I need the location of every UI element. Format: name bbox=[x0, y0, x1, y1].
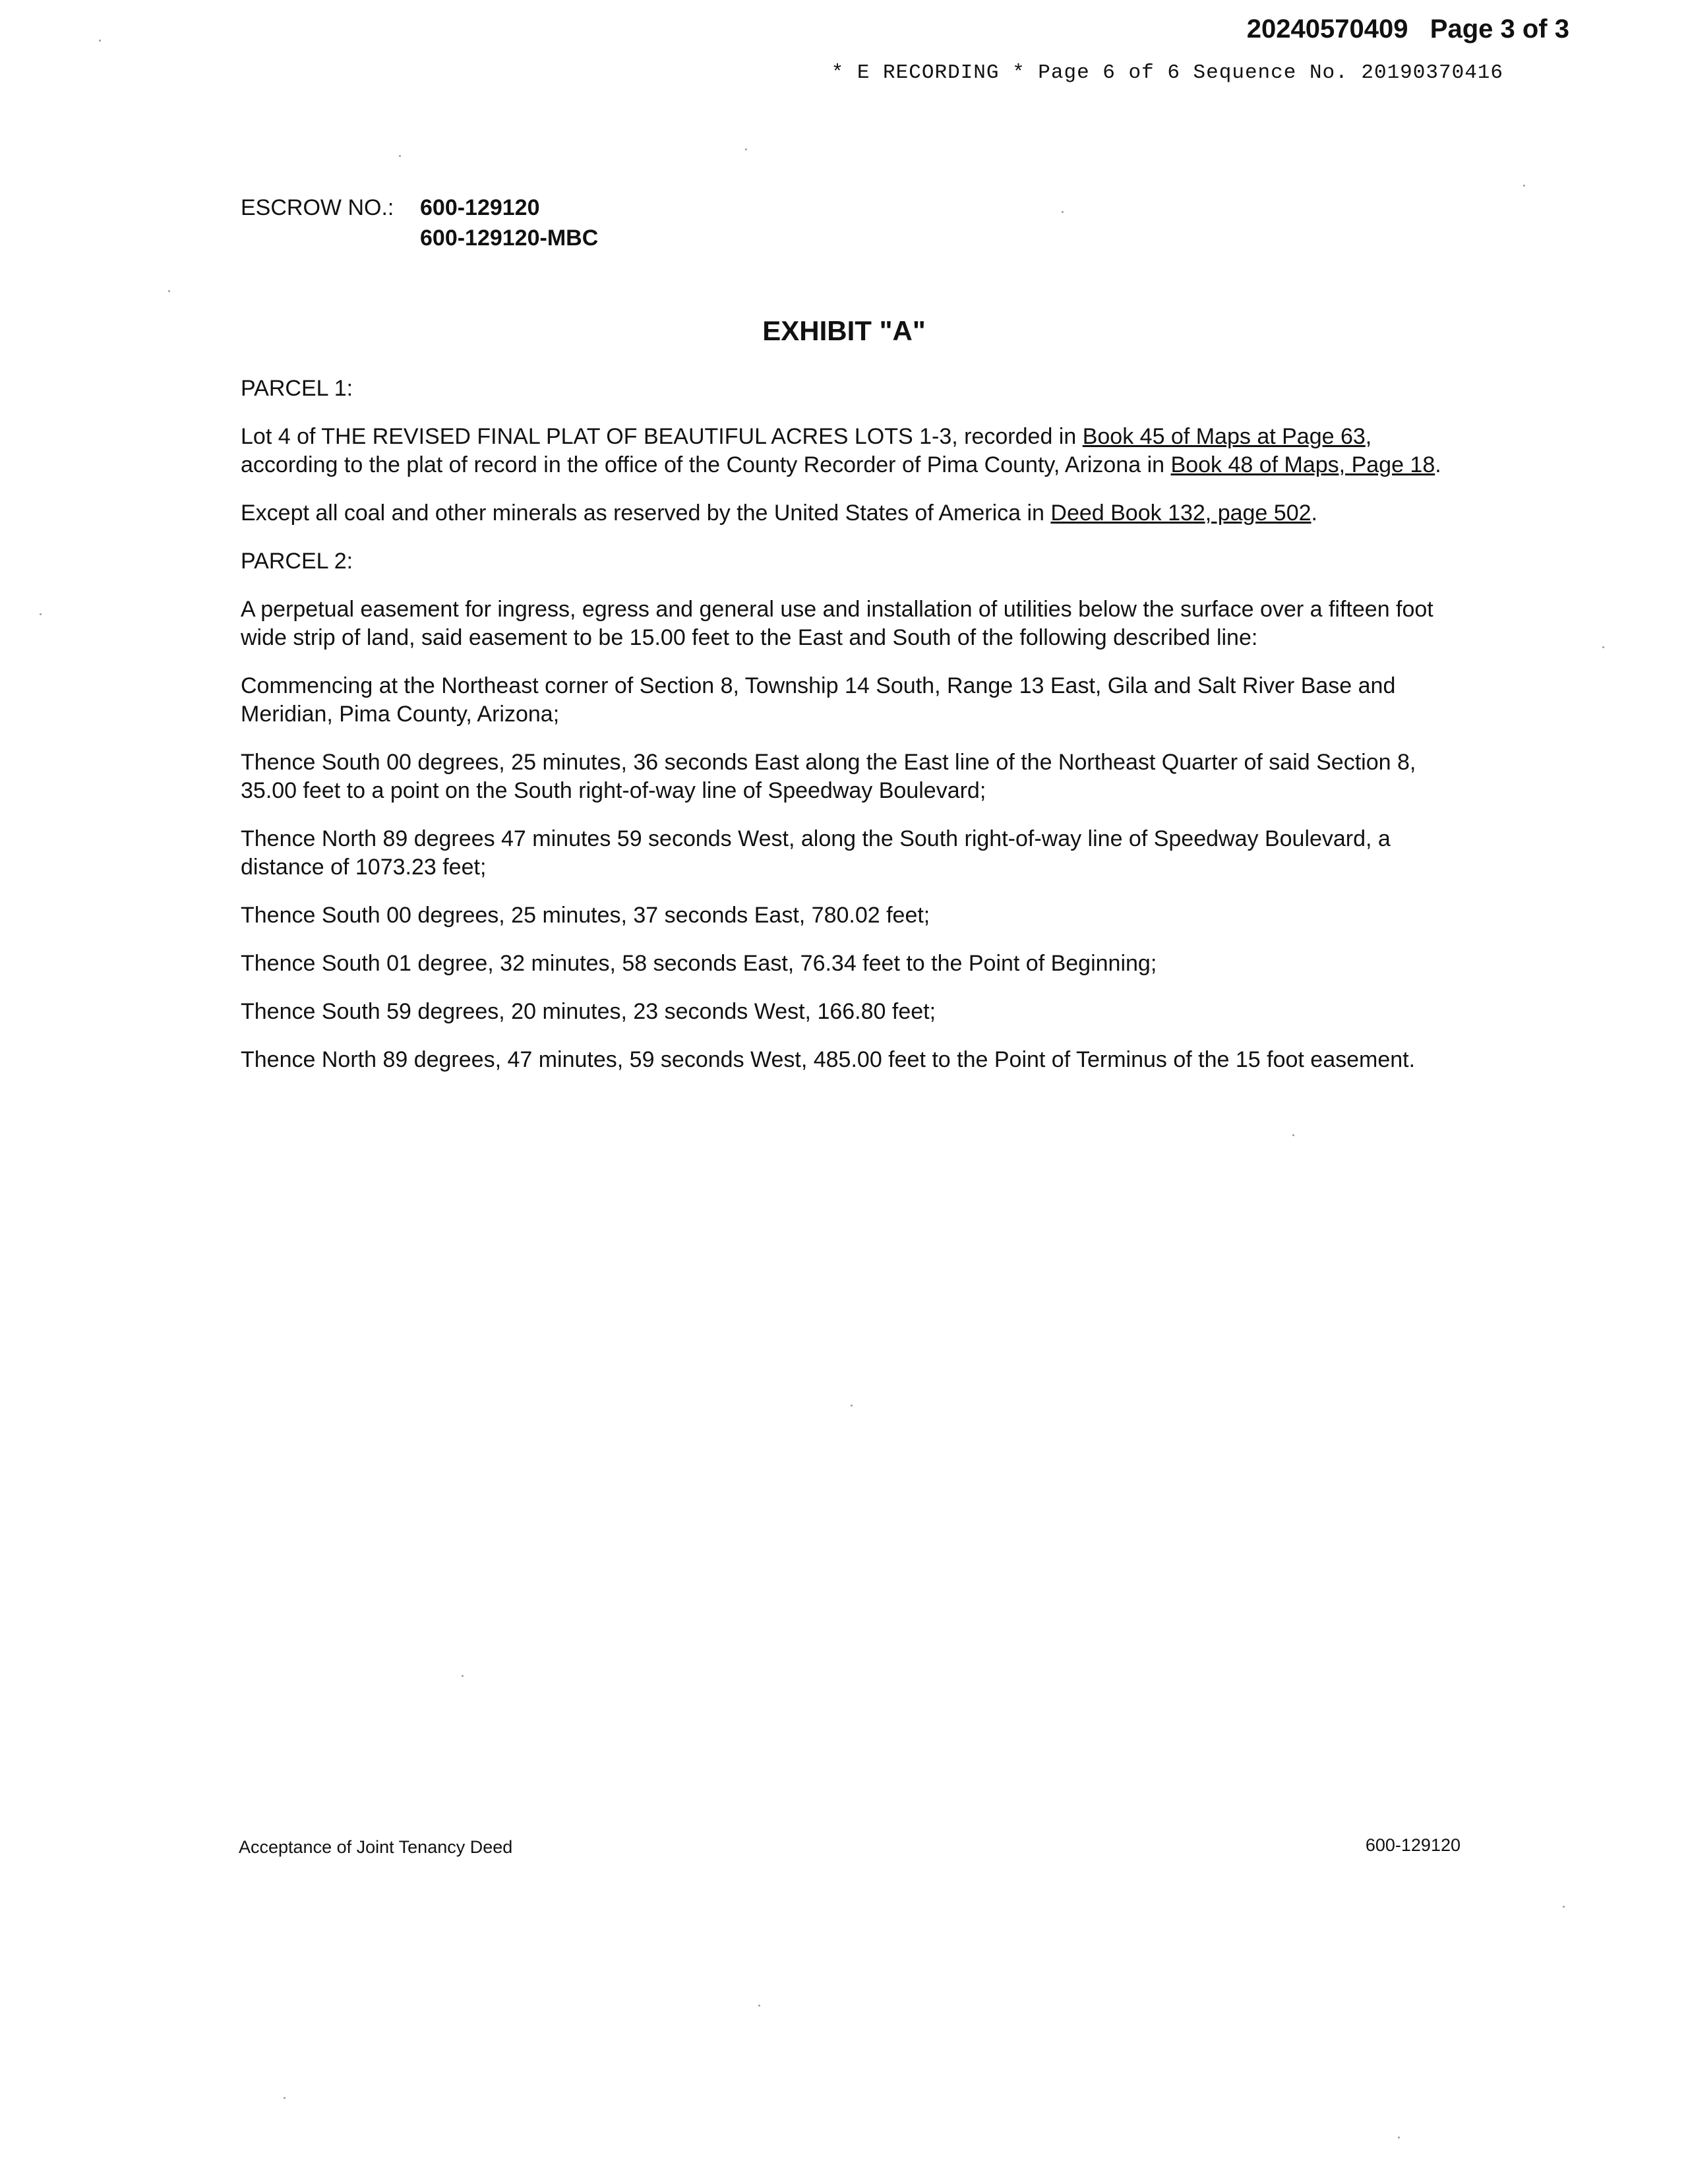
parcel-2-heading: PARCEL 2: bbox=[241, 549, 353, 574]
book-45-reference: Book 45 of Maps at Page 63 bbox=[1082, 424, 1366, 449]
scan-speck bbox=[758, 2005, 760, 2007]
scan-speck bbox=[168, 290, 170, 292]
scan-speck bbox=[99, 40, 101, 42]
bearing-call-1: Thence South 00 degrees, 25 minutes, 36 seconds East along the East line of the Northeast Quarter of said Section 8, 35.00 feet to a point on the South right-of-way line of Speedway Boulevard; bbox=[241, 750, 1416, 803]
scan-speck bbox=[399, 155, 401, 157]
scan-speck bbox=[745, 148, 747, 150]
bearing-call-2: Thence North 89 degrees 47 minutes 59 seconds West, along the South right-of-way line of Speedway Boulevard, a distance of 1073.23 feet; bbox=[241, 826, 1391, 880]
bearing-call-3: Thence South 00 degrees, 25 minutes, 37 seconds East, 780.02 feet; bbox=[241, 903, 930, 928]
escrow-label: ESCROW NO.: bbox=[241, 195, 394, 220]
exception-period: . bbox=[1311, 501, 1317, 526]
bearing-call-5: Thence South 59 degrees, 20 minutes, 23 seconds West, 166.80 feet; bbox=[241, 999, 936, 1024]
scan-speck bbox=[1602, 646, 1604, 648]
parcel-1-period: . bbox=[1435, 452, 1441, 477]
scan-speck bbox=[1062, 211, 1064, 213]
scan-speck bbox=[284, 2097, 286, 2099]
document-number-header bbox=[1247, 15, 1569, 44]
page-label: Page 3 of 3 bbox=[1430, 15, 1569, 44]
parcel-1-heading: PARCEL 1: bbox=[241, 376, 353, 401]
scan-speck bbox=[1398, 2137, 1400, 2138]
scan-speck bbox=[462, 1675, 464, 1677]
commencing-point: Commencing at the Northeast corner of Section 8, Township 14 South, Range 13 East, Gila and Salt River Base and Meridian, Pima County, Arizona; bbox=[241, 673, 1396, 727]
bearing-call-4: Thence South 01 degree, 32 minutes, 58 seconds East, 76.34 feet to the Point of Beginning; bbox=[241, 951, 1157, 976]
scan-speck bbox=[1292, 1134, 1294, 1136]
escrow-number-secondary: 600-129120-MBC bbox=[420, 226, 599, 251]
footer-document-title: Acceptance of Joint Tenancy Deed bbox=[239, 1837, 513, 1857]
escrow-row-1 bbox=[241, 193, 598, 223]
exhibit-title: EXHIBIT "A" bbox=[762, 315, 926, 346]
document-body bbox=[241, 375, 1467, 1094]
recording-stamp: * E RECORDING * Page 6 of 6 Sequence No. 20190370416 bbox=[831, 61, 1503, 84]
scan-speck bbox=[851, 1405, 853, 1407]
book-48-reference: Book 48 of Maps, Page 18 bbox=[1170, 452, 1435, 477]
bearing-call-6: Thence North 89 degrees, 47 minutes, 59 seconds West, 485.00 feet to the Point of Terminus of the 15 foot easement. bbox=[241, 1047, 1416, 1072]
easement-description: A perpetual easement for ingress, egress and general use and installation of utilities below the surface over a fifteen foot wide strip of land, said easement to be 15.00 feet to the East and South of the following described line: bbox=[241, 597, 1433, 650]
parcel-1-description bbox=[241, 423, 1467, 479]
footer-escrow-number: 600-129120 bbox=[1365, 1835, 1461, 1855]
scan-speck bbox=[1523, 185, 1525, 187]
document-number: 20240570409 bbox=[1246, 15, 1408, 44]
scan-speck bbox=[1563, 1906, 1565, 1908]
escrow-number: 600-129120 bbox=[420, 195, 540, 220]
deed-book-reference: Deed Book 132, page 502 bbox=[1050, 501, 1311, 526]
escrow-block bbox=[241, 193, 598, 253]
scan-speck bbox=[40, 613, 42, 615]
parcel-1-text-cont: , according to the plat of record in the office of the County Recorder of Pima County, Arizona in bbox=[241, 424, 1372, 477]
mineral-exception bbox=[241, 499, 1467, 528]
parcel-1-text: Lot 4 of THE REVISED FINAL PLAT OF BEAUTIFUL ACRES LOTS 1-3, recorded in bbox=[241, 424, 1083, 449]
exception-text: Except all coal and other minerals as reserved by the United States of America in bbox=[241, 501, 1051, 526]
